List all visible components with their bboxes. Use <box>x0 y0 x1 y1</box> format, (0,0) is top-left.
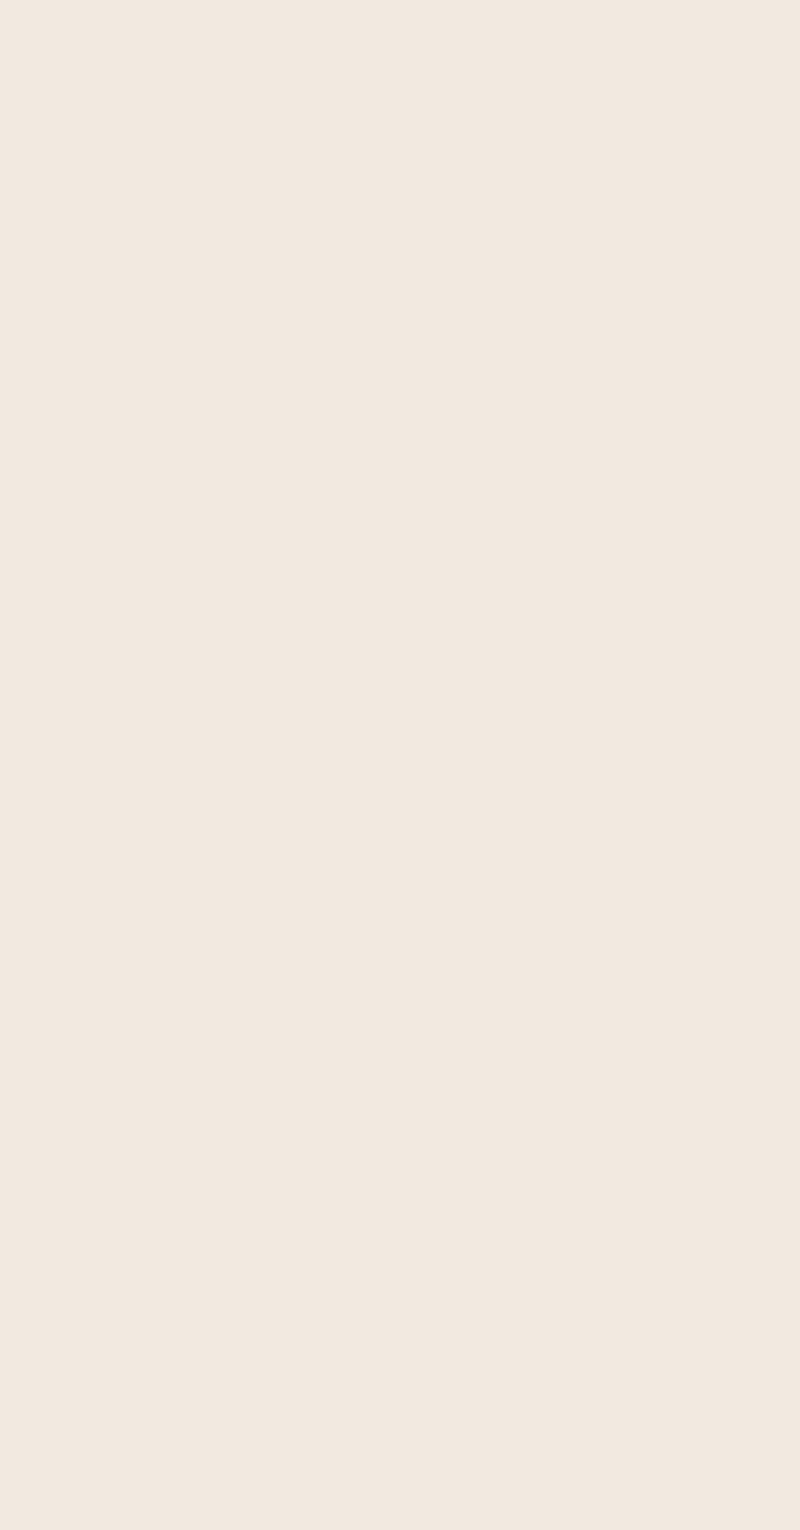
running-head <box>150 44 800 88</box>
